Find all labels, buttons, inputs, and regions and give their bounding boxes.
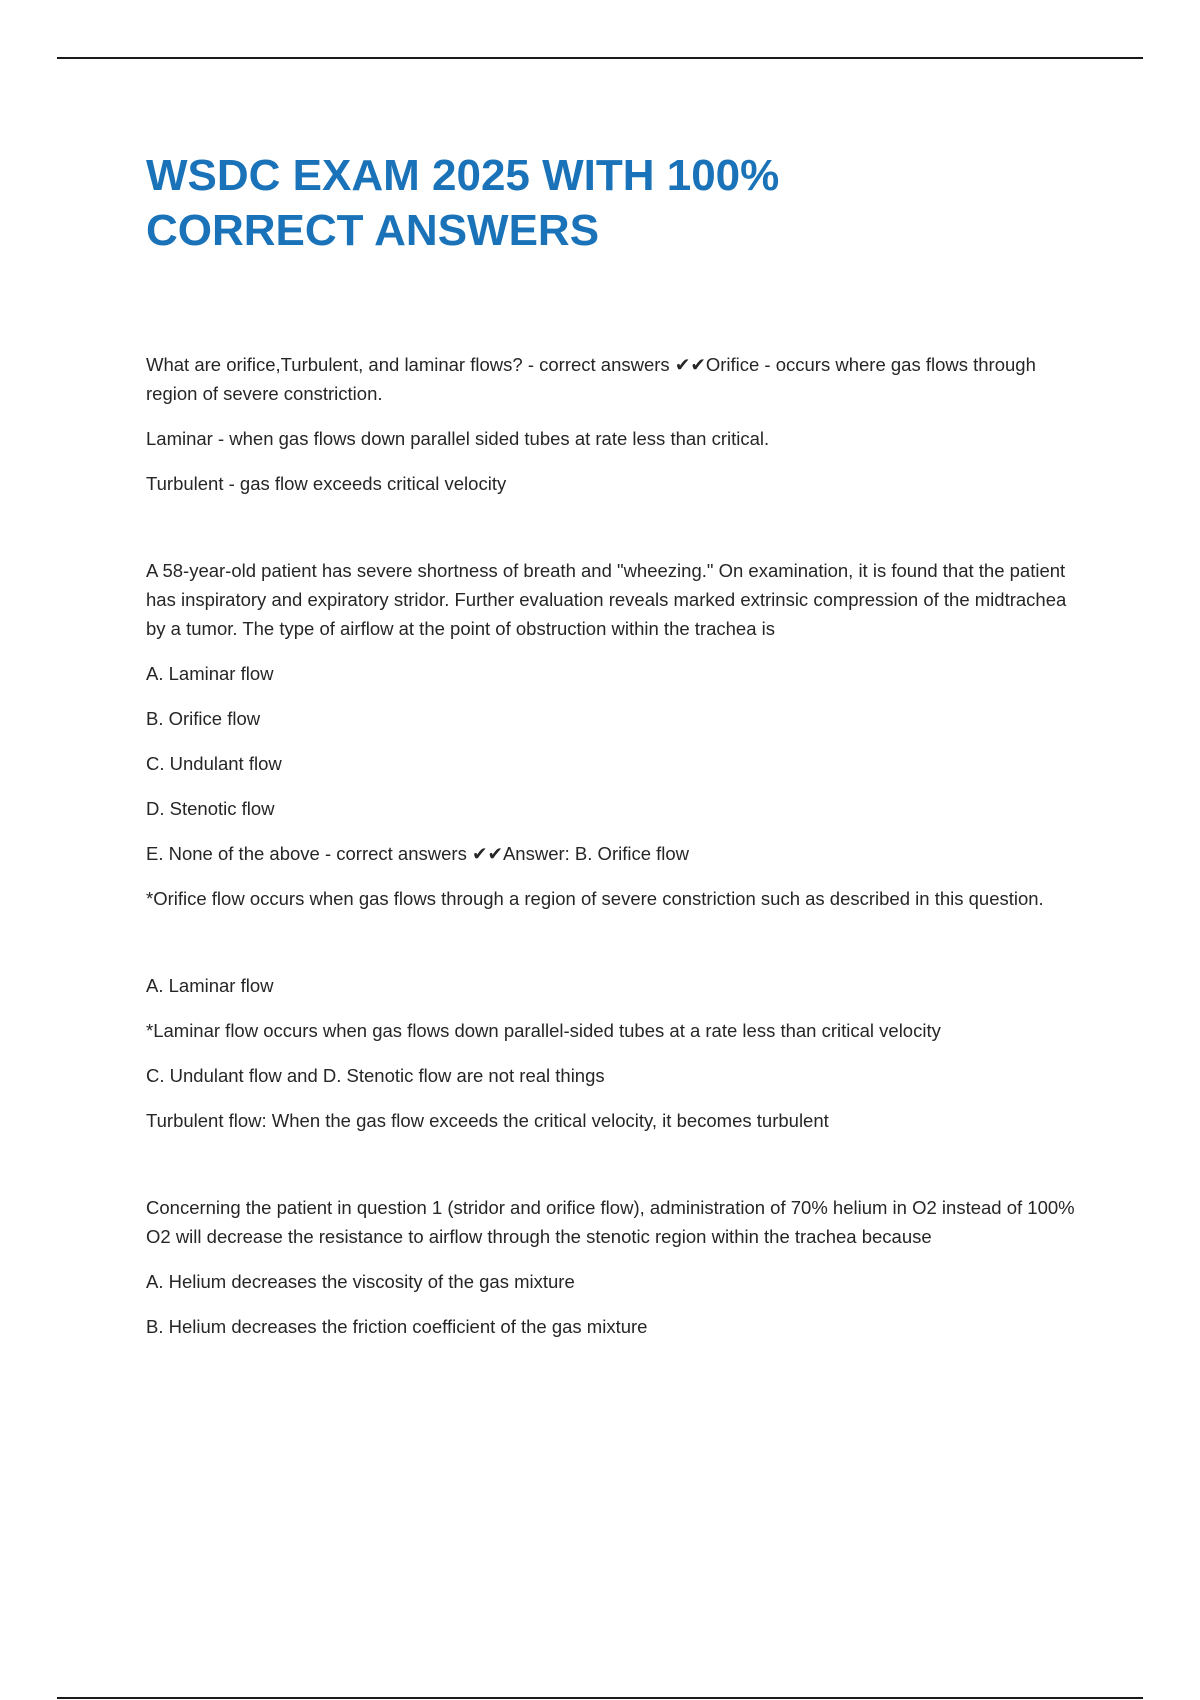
- q2-option-a: A. Laminar flow: [146, 663, 274, 684]
- bottom-rule: [57, 1697, 1143, 1699]
- q2-explanation-cd: C. Undulant flow and D. Stenotic flow are not real things: [146, 1065, 605, 1086]
- document-title: [146, 148, 1090, 258]
- q1-question: What are orifice,Turbulent, and laminar flows? - correct answers ✔✔Orifice - occurs where gas flows through region of severe constriction.: [146, 354, 1036, 404]
- top-rule: [57, 57, 1143, 59]
- q2-option-c: C. Undulant flow: [146, 753, 282, 774]
- q2-option-b: B. Orifice flow: [146, 708, 261, 729]
- q2-question: A 58-year-old patient has severe shortness of breath and "wheezing." On examination, it is found that the patient has inspiratory and expiratory stridor. Further evaluation reveals marked extrinsic compression of the midtrachea by a tumor. The type of airflow at the point of obstruction within the trachea is: [146, 560, 1067, 639]
- title-line-1: WSDC EXAM 2025 WITH 100%: [146, 151, 780, 200]
- q2-laminar-label: A. Laminar flow: [146, 975, 274, 996]
- q3-question: Concerning the patient in question 1 (stridor and orifice flow), administration of 70% helium in O2 instead of 100% O2 will decrease the resistance to airflow through the stenotic region within the trachea because: [146, 1197, 1075, 1247]
- q3-option-a: A. Helium decreases the viscosity of the gas mixture: [146, 1271, 575, 1292]
- page-content: [146, 148, 1090, 1357]
- q2-option-d: D. Stenotic flow: [146, 798, 275, 819]
- title-line-2: CORRECT ANSWERS: [146, 206, 600, 255]
- q1-laminar: Laminar - when gas flows down parallel sided tubes at rate less than critical.: [146, 428, 770, 449]
- spacer: [146, 929, 1090, 971]
- q2-explanation-turbulent: Turbulent flow: When the gas flow exceeds the critical velocity, it becomes turbulent: [146, 1110, 829, 1131]
- q1-turbulent: Turbulent - gas flow exceeds critical velocity: [146, 473, 507, 494]
- q2-explanation-laminar: *Laminar flow occurs when gas flows down parallel-sided tubes at a rate less than critical velocity: [146, 1020, 941, 1041]
- q2-option-e-answer: E. None of the above - correct answers ✔✔Answer: B. Orifice flow: [146, 843, 690, 864]
- spacer: [146, 514, 1090, 556]
- q2-explanation-orifice: *Orifice flow occurs when gas flows through a region of severe constriction such as described in this question.: [146, 888, 1044, 909]
- q3-option-b: B. Helium decreases the friction coefficient of the gas mixture: [146, 1316, 648, 1337]
- document-body: [146, 350, 1090, 1341]
- spacer: [146, 1151, 1090, 1193]
